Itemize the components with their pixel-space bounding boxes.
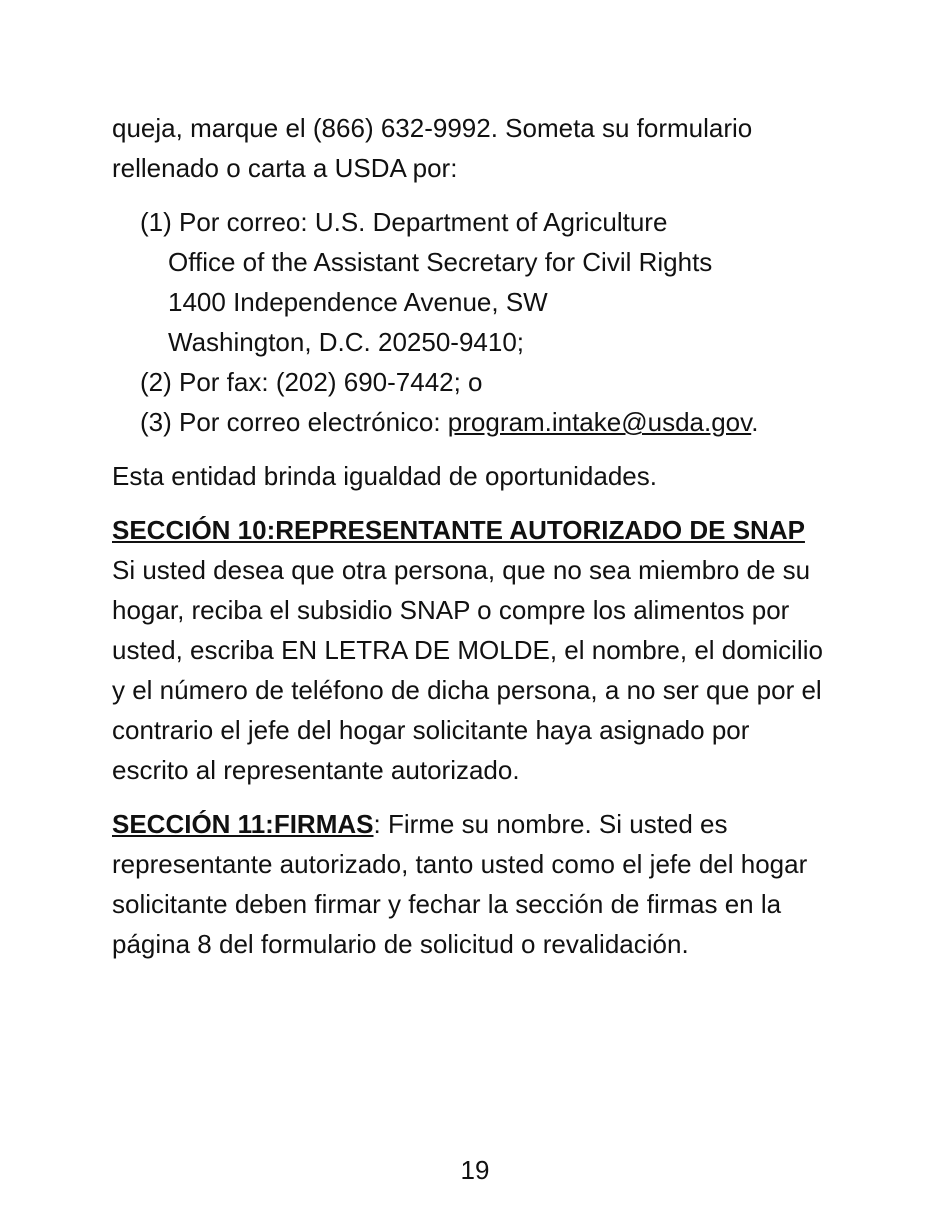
section-10-paragraph (112, 510, 832, 790)
document-page (112, 108, 832, 978)
email-prefix: (3) Por correo electrónico: (140, 407, 448, 437)
section-11-heading: SECCIÓN 11:FIRMAS (112, 809, 374, 839)
mail-label: (1) Por correo: U.S. Department of Agriculture (140, 207, 668, 237)
email-suffix: . (751, 407, 759, 437)
list-item-fax: (2) Por fax: (202) 690-7442; o (140, 367, 483, 397)
email-link[interactable]: program.intake@usda.gov (447, 407, 752, 437)
page-number: 19 (460, 1155, 490, 1185)
list-item-email (112, 402, 832, 442)
intro-paragraph: queja, marque el (866) 632-9992. Someta su formulario rellenado o carta a USDA por: (112, 113, 753, 183)
section-10-heading: SECCIÓN 10:REPRESENTANTE AUTORIZADO DE SNAP (112, 515, 805, 545)
list-item-mail (112, 202, 832, 362)
address-line-1: Office of the Assistant Secretary for Civil Rights (168, 247, 713, 277)
section-10-body: Si usted desea que otra persona, que no sea miembro de su hogar, reciba el subsidio SNAP o compre los alimentos por usted, escriba EN LETRA DE MOLDE, el nombre, el domicilio y el número de teléfono de dicha persona, a no ser que por el contrario el jefe del hogar solicitante haya asignado por escrito al representante autorizado. (112, 555, 823, 785)
address-line-2: 1400 Independence Avenue, SW (168, 287, 548, 317)
equal-opportunity-statement: Esta entidad brinda igualdad de oportunidades. (112, 461, 657, 491)
section-11-paragraph (112, 804, 832, 964)
address-line-3: Washington, D.C. 20250-9410; (168, 327, 525, 357)
submission-methods-list (112, 202, 832, 442)
section-11-body: : Firme su nombre. Si usted es representante autorizado, tanto usted como el jefe del hogar solicitante deben firmar y fechar la sección de firmas en la página 8 del formulario de solicitud o revalidación. (112, 809, 808, 959)
